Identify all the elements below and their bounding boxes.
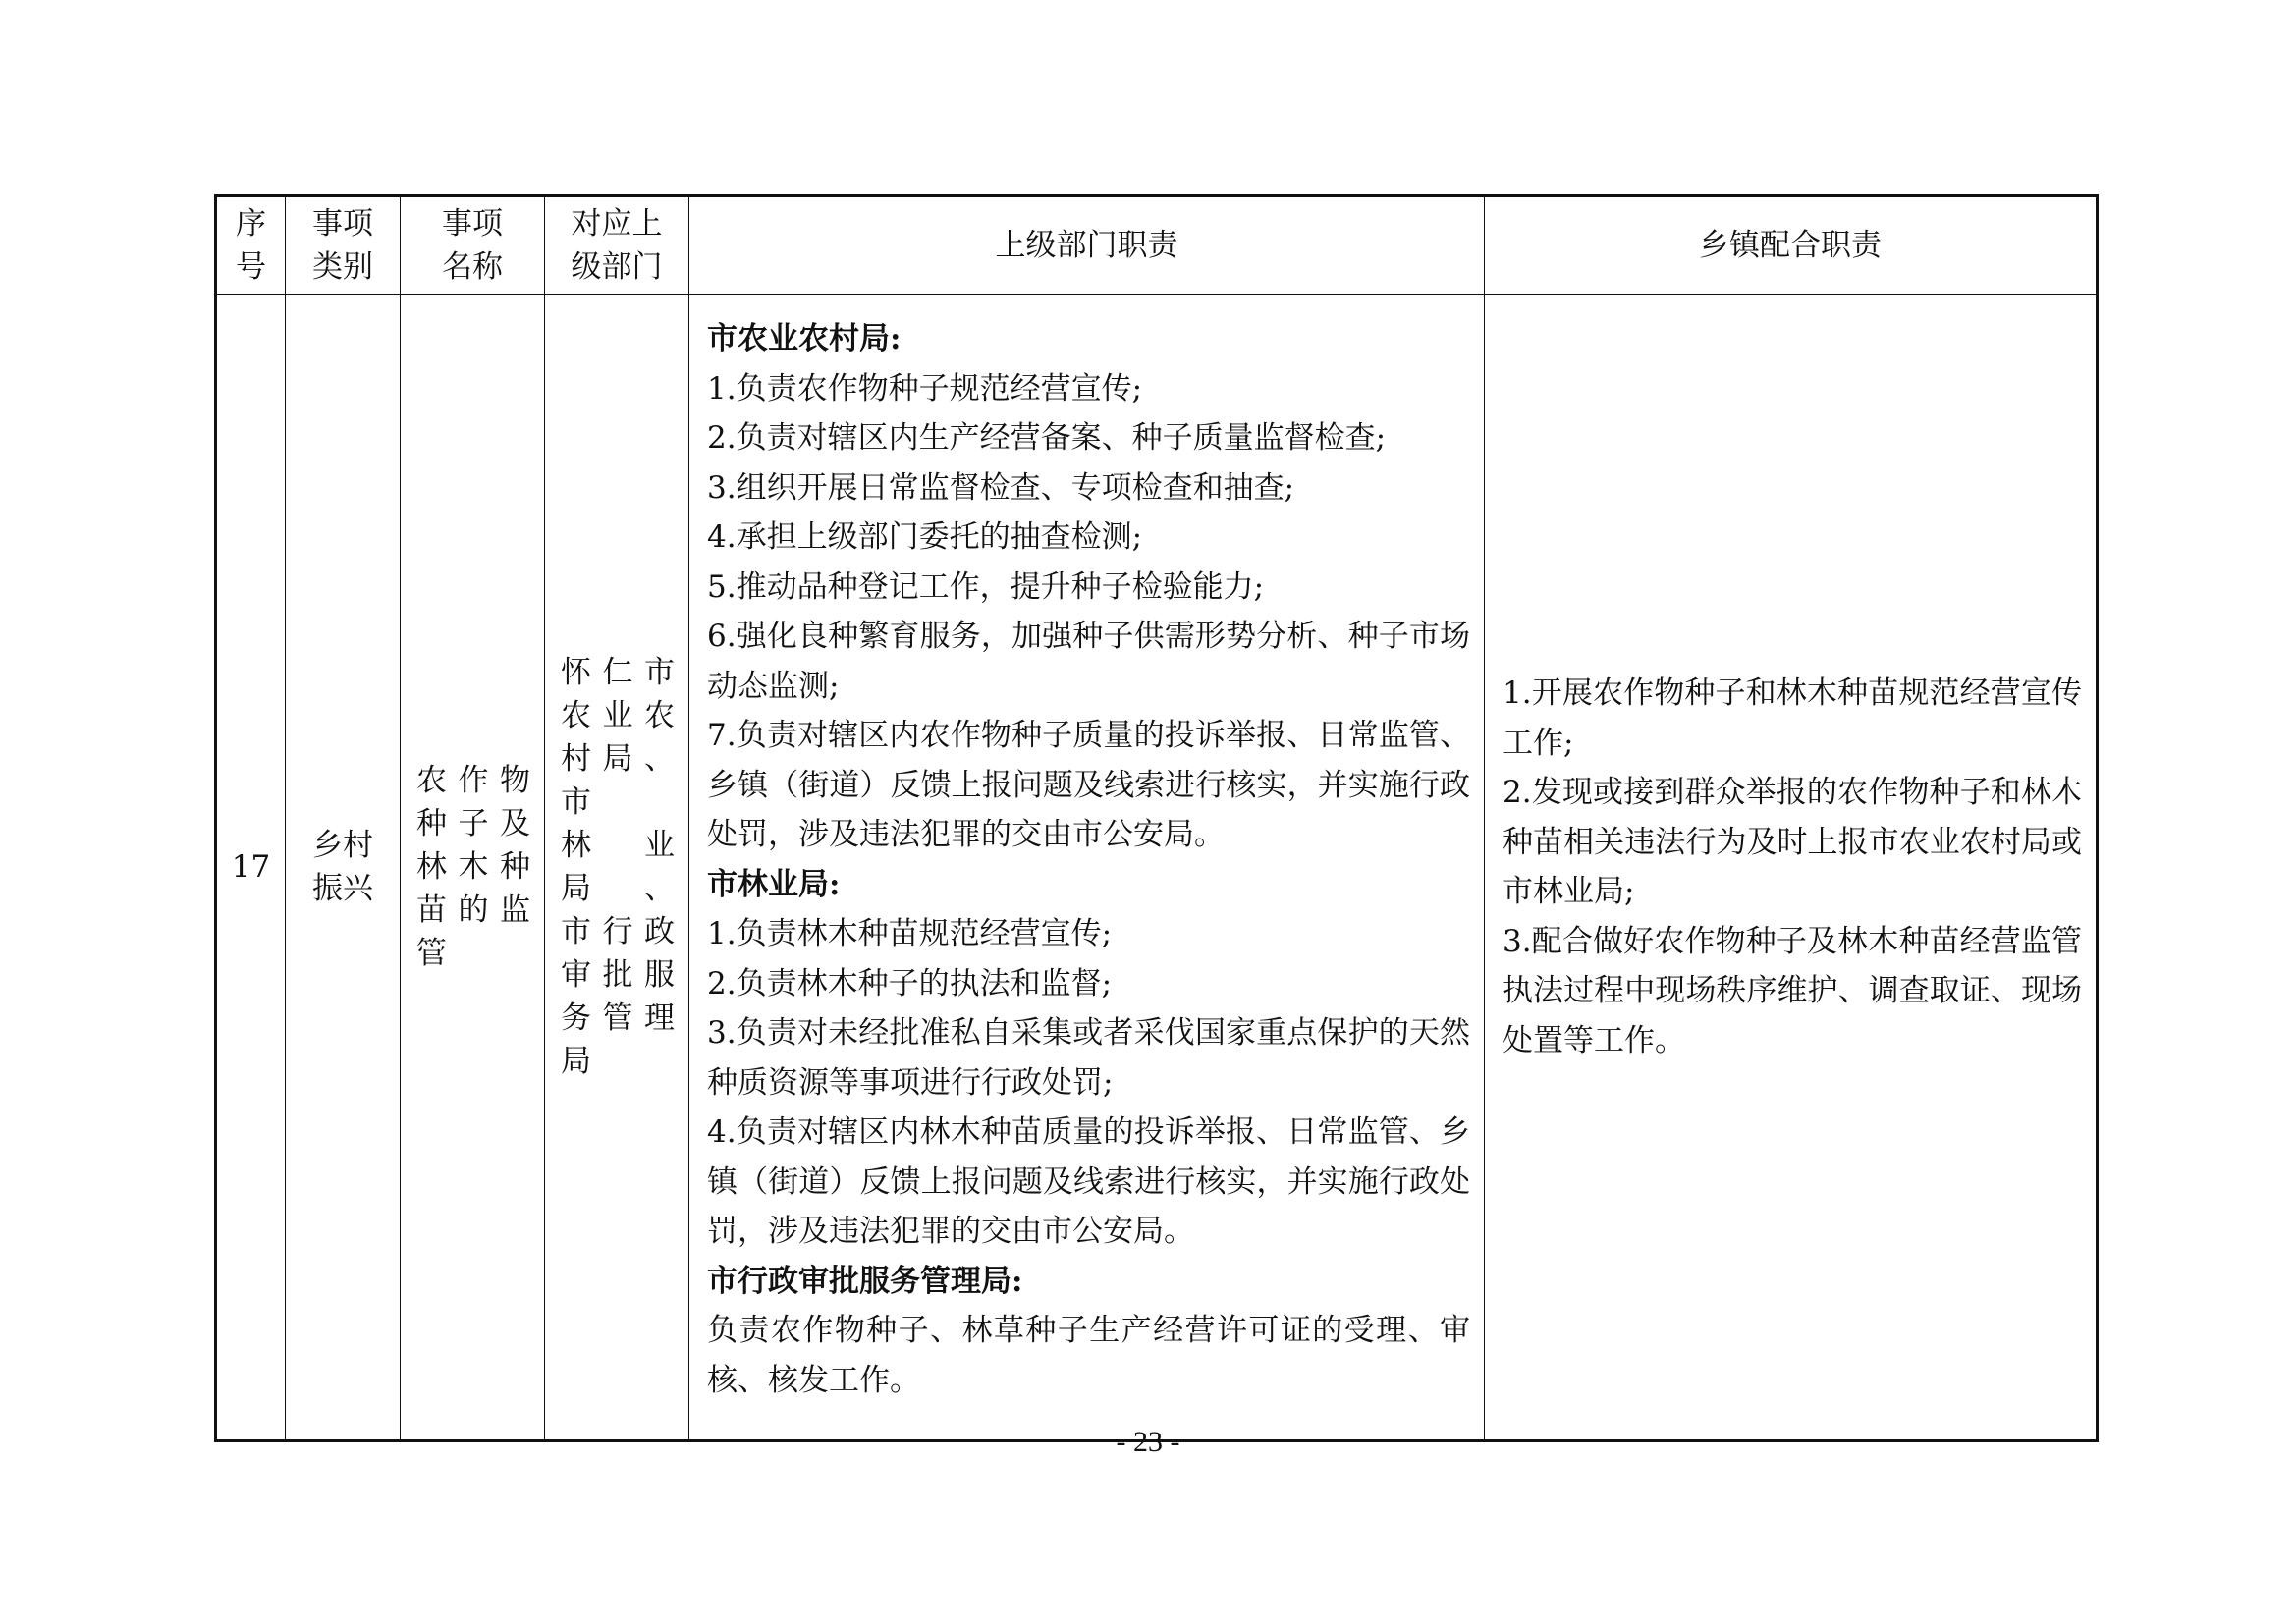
item-name-line: 管 (416, 936, 447, 971)
dept-line: 村局、市 (561, 741, 675, 820)
duty-item: 1.负责林木种苗规范经营宣传; (707, 916, 1113, 951)
agri-bureau-heading: 市农业农村局: (707, 321, 902, 356)
header-seq-line: 序 (236, 206, 266, 242)
header-seq (216, 196, 286, 295)
dept-line: 局 (561, 1044, 591, 1079)
header-dept-line: 级部门 (571, 249, 663, 285)
town-duty-item: 1.开展农作物种子和林木种苗规范经营宣传工作; (1503, 676, 2082, 761)
header-category (286, 196, 401, 295)
duty-item: 4.负责对辖区内林木种苗质量的投诉举报、日常监管、乡镇（街道）反馈上报问题及线索进行核实，并实施行政处罚，涉及违法犯罪的交由市公安局。 (707, 1114, 1470, 1249)
duty-item: 负责农作物种子、林草种子生产经营许可证的受理、审核、核发工作。 (707, 1313, 1470, 1398)
header-name-line: 事项 (442, 206, 503, 242)
duty-item: 5.推动品种登记工作，提升种子检验能力; (707, 568, 1265, 605)
dept-line: 市行政 (561, 914, 675, 949)
header-name-line: 名称 (442, 249, 503, 285)
header-upper-duties: 上级部门职责 (689, 196, 1485, 295)
header-name (401, 196, 545, 295)
row-superior-dept (545, 295, 689, 1441)
town-duty-item: 3.配合做好农作物种子及林木种苗经营监管执法过程中现场秩序维护、调查取证、现场处置等工作。 (1503, 923, 2082, 1058)
header-seq-line: 号 (236, 249, 266, 285)
table-row (216, 295, 2098, 1441)
duty-item: 4.承担上级部门委托的抽查检测; (707, 519, 1143, 555)
row-category-line: 乡村 (312, 828, 373, 863)
item-name-line: 林木种 (416, 849, 530, 885)
header-dept (545, 196, 689, 295)
duty-item: 7.负责对辖区内农作物种子质量的投诉举报、日常监管、乡镇（街道）反馈上报问题及线索进行核实，并实施行政处罚，涉及违法犯罪的交由市公安局。 (707, 718, 1470, 852)
duty-item: 2.负责对辖区内生产经营备案、种子质量监督检查; (707, 420, 1387, 456)
duty-item: 2.负责林木种子的执法和监督; (707, 965, 1113, 1001)
row-upper-duties (689, 295, 1485, 1441)
row-item-name (401, 295, 545, 1441)
row-town-duties (1485, 295, 2098, 1441)
row-seq: 17 (216, 295, 286, 1441)
item-name-line: 农作物 (416, 763, 530, 798)
admin-approval-bureau-heading: 市行政审批服务管理局: (707, 1263, 1023, 1299)
header-row (216, 196, 2098, 295)
dept-line: 怀仁市 (561, 655, 675, 690)
town-duty-item: 2.发现或接到群众举报的农作物种子和林木种苗相关违法行为及时上报市农业农村局或市林业局; (1503, 775, 2082, 909)
duty-item: 6.强化良种繁育服务，加强种子供需形势分析、种子市场动态监测; (707, 619, 1470, 704)
row-category-line: 振兴 (312, 871, 373, 906)
forestry-bureau-heading: 市林业局: (707, 866, 841, 902)
header-category-line: 事项 (312, 206, 373, 242)
header-dept-line: 对应上 (571, 206, 663, 242)
dept-line: 林业局、 (561, 828, 675, 906)
page-number: - 23 - (1116, 1426, 1180, 1458)
dept-line: 农业农 (561, 698, 675, 733)
item-name-line: 种子及 (416, 806, 530, 841)
duty-item: 3.负责对未经批准私自采集或者采伐国家重点保护的天然种质资源等事项进行行政处罚; (707, 1015, 1470, 1101)
item-name-line: 苗的监 (416, 893, 530, 928)
duty-item: 3.组织开展日常监督检查、专项检查和抽查; (707, 469, 1295, 506)
duty-item: 1.负责农作物种子规范经营宣传; (707, 370, 1143, 406)
header-category-line: 类别 (312, 249, 373, 285)
dept-line: 审批服 (561, 957, 675, 993)
header-town-duties: 乡镇配合职责 (1485, 196, 2098, 295)
row-category (286, 295, 401, 1441)
dept-line: 务管理 (561, 1001, 675, 1036)
duty-table (214, 194, 2099, 1442)
